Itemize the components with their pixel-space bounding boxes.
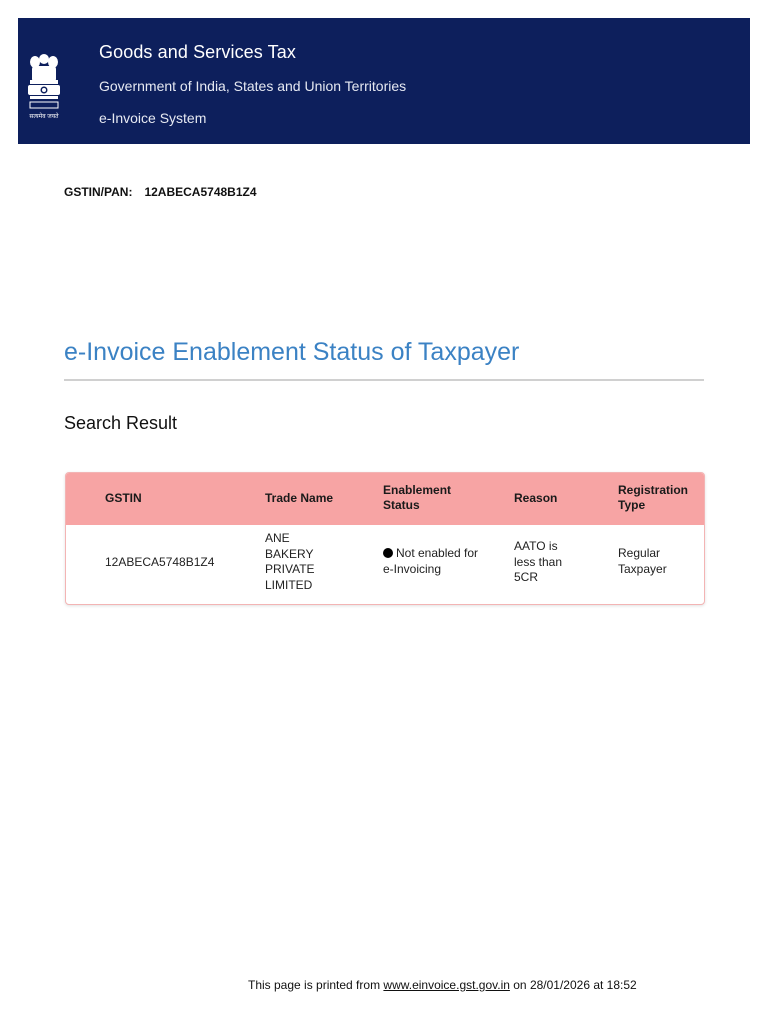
status-dot-icon [383,548,393,558]
section-title: Search Result [64,413,178,433]
gstin-pan-value: 12ABECA5748B1Z4 [144,185,257,199]
header-system-name: e-Invoice System [99,110,207,126]
col-header-enablement-status: Enablement Status [383,483,452,512]
gstin-pan-line [64,185,257,199]
header-subtitle: Government of India, States and Union Territories [99,78,407,94]
footer-suffix: on 28/01/2026 at 18:52 [509,978,637,992]
col-header-registration-type: Registration Type [618,483,689,512]
print-footer [248,978,637,992]
result-table [65,472,705,605]
footer-prefix: This page is printed from [248,978,384,992]
cell-enablement-status-text: Not enabled for e-Invoicing [383,546,479,576]
col-header-reason: Reason [514,491,558,505]
emblem-caption: सत्यमेव जयते [29,114,59,120]
cell-gstin: 12ABECA5748B1Z4 [105,555,215,569]
cell-registration-type: Regular Taxpayer [618,546,667,576]
header-title: Goods and Services Tax [99,42,296,62]
gstin-pan-label: GSTIN/PAN: [64,185,133,199]
cell-trade-name: ANE BAKERY PRIVATE LIMITED [265,531,315,592]
cell-enablement-status [383,546,483,577]
title-divider [64,379,704,381]
cell-reason: AATO is less than 5CR [514,539,563,584]
site-header [18,18,750,144]
page-title: e-Invoice Enablement Status of Taxpayer [64,338,520,366]
footer-link[interactable]: www.einvoice.gst.gov.in [383,978,510,992]
col-header-trade-name: Trade Name [265,491,334,505]
table-header-row [66,473,704,525]
col-header-gstin: GSTIN [105,491,142,505]
